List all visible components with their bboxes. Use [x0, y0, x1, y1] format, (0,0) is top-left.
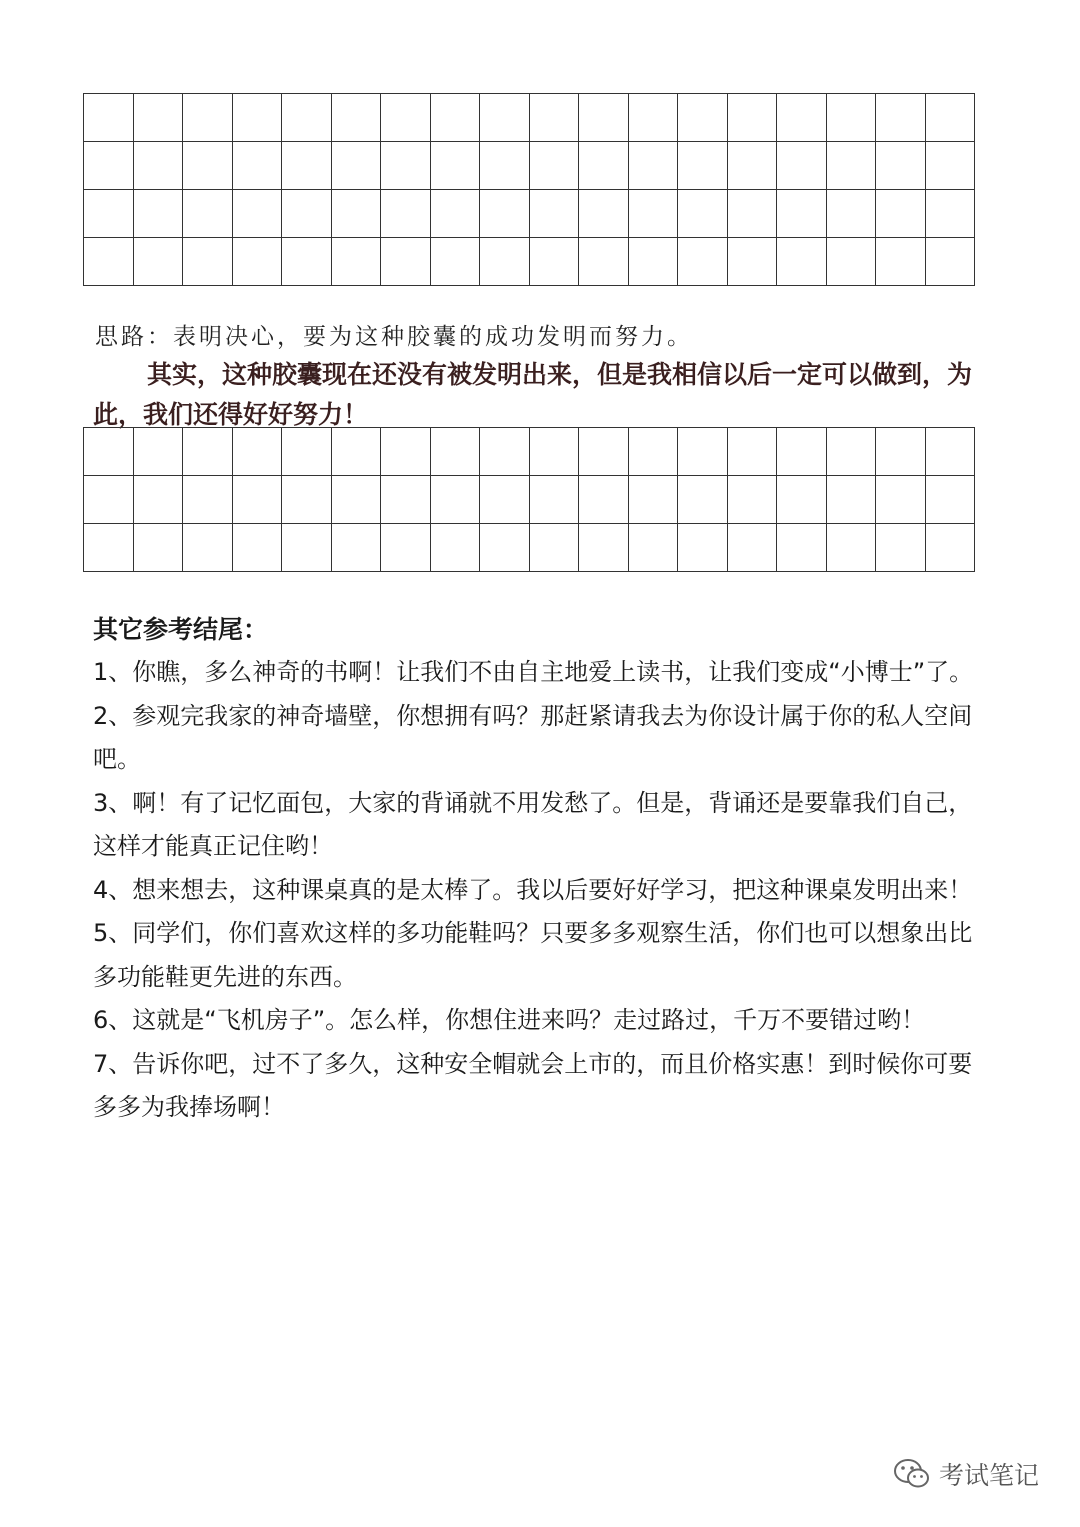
grid-cell: [134, 142, 184, 190]
grid-cell: [728, 94, 778, 142]
grid-cell: [827, 94, 877, 142]
grid-cell: [926, 238, 976, 286]
grid-cell: [233, 142, 283, 190]
grid-cell: [233, 190, 283, 238]
list-item: 7、告诉你吧，过不了多久，这种安全帽就会上市的，而且价格实惠！到时候你可要多多为我捧场啊！: [93, 1049, 973, 1121]
grid-cell: [480, 94, 530, 142]
grid-cell: [876, 94, 926, 142]
grid-cell: [134, 476, 184, 524]
grid-cell: [777, 142, 827, 190]
grid-cell: [530, 190, 580, 238]
grid-cell: [678, 94, 728, 142]
grid-cell: [876, 476, 926, 524]
grid-cell: [777, 428, 827, 476]
grid-cell: [431, 142, 481, 190]
grid-cell: [431, 94, 481, 142]
grid-cell: [282, 94, 332, 142]
grid-cell: [777, 94, 827, 142]
grid-cell: [332, 94, 382, 142]
grid-cell: [629, 190, 679, 238]
grid-cell: [629, 94, 679, 142]
grid-cell: [431, 238, 481, 286]
grid-cell: [827, 524, 877, 572]
grid-cell: [282, 524, 332, 572]
list-item: 3、啊！有了记忆面包，大家的背诵就不用发愁了。但是，背诵还是要靠我们自己，这样才能真正记住哟！: [93, 788, 973, 860]
grid-cell: [579, 190, 629, 238]
grid-cell: [678, 190, 728, 238]
grid-cell: [926, 428, 976, 476]
grid-cell: [480, 238, 530, 286]
grid-cell: [431, 190, 481, 238]
grid-cell: [678, 476, 728, 524]
grid-cell: [827, 428, 877, 476]
grid-cell: [134, 94, 184, 142]
grid-cell: [183, 428, 233, 476]
grid-cell: [183, 524, 233, 572]
grid-cell: [84, 142, 134, 190]
grid-cell: [183, 190, 233, 238]
example-paragraph: [93, 355, 993, 435]
grid-cell: [629, 476, 679, 524]
grid-cell: [282, 142, 332, 190]
grid-cell: [381, 238, 431, 286]
watermark-text: 考试笔记: [939, 1461, 1040, 1490]
grid-cell: [233, 524, 283, 572]
wechat-icon: [893, 1457, 931, 1491]
grid-cell: [678, 428, 728, 476]
grid-cell: [827, 238, 877, 286]
grid-cell: [678, 238, 728, 286]
grid-cell: [678, 142, 728, 190]
grid-cell: [926, 524, 976, 572]
grid-cell: [431, 476, 481, 524]
grid-cell: [777, 238, 827, 286]
grid-cell: [728, 238, 778, 286]
grid-cell: [876, 428, 926, 476]
grid-cell: [579, 94, 629, 142]
grid-cell: [233, 238, 283, 286]
grid-cell: [134, 524, 184, 572]
grid-cell: [629, 238, 679, 286]
writing-grid-1: [83, 93, 975, 286]
grid-cell: [926, 190, 976, 238]
grid-cell: [183, 238, 233, 286]
grid-cell: [728, 428, 778, 476]
grid-cell: [332, 476, 382, 524]
reference-list: [93, 651, 993, 1130]
grid-cell: [777, 524, 827, 572]
grid-cell: [678, 524, 728, 572]
grid-cell: [84, 94, 134, 142]
grid-cell: [134, 428, 184, 476]
grid-cell: [876, 190, 926, 238]
grid-cell: [282, 238, 332, 286]
grid-cell: [876, 524, 926, 572]
grid-cell: [332, 190, 382, 238]
grid-cell: [530, 142, 580, 190]
grid-cell: [134, 190, 184, 238]
grid-cell: [282, 190, 332, 238]
grid-cell: [629, 428, 679, 476]
grid-cell: [876, 142, 926, 190]
grid-cell: [282, 476, 332, 524]
grid-cell: [629, 524, 679, 572]
grid-cell: [381, 476, 431, 524]
grid-cell: [84, 238, 134, 286]
grid-cell: [827, 476, 877, 524]
grid-cell: [381, 524, 431, 572]
list-item: 4、想来想去，这种课桌真的是太棒了。我以后要好好学习，把这种课桌发明出来！: [93, 875, 973, 904]
watermark: [893, 1452, 1039, 1496]
grid-cell: [926, 476, 976, 524]
list-item: 1、你瞧，多么神奇的书啊！让我们不由自主地爱上读书，让我们变成“小博士”了。: [93, 658, 974, 686]
grid-cell: [728, 190, 778, 238]
grid-cell: [332, 524, 382, 572]
grid-cell: [84, 190, 134, 238]
grid-cell: [827, 190, 877, 238]
grid-cell: [827, 142, 877, 190]
grid-cell: [530, 428, 580, 476]
writing-grid-2: [83, 427, 975, 572]
grid-cell: [728, 524, 778, 572]
grid-cell: [480, 428, 530, 476]
grid-cell: [332, 238, 382, 286]
grid-cell: [381, 94, 431, 142]
grid-cell: [530, 238, 580, 286]
grid-cell: [84, 476, 134, 524]
grid-cell: [233, 94, 283, 142]
grid-cell: [530, 524, 580, 572]
list-item: 5、同学们，你们喜欢这样的多功能鞋吗？只要多多观察生活，你们也可以想象出比多功能鞋更先进的东西。: [93, 919, 973, 991]
grid-cell: [183, 94, 233, 142]
grid-cell: [579, 524, 629, 572]
grid-cell: [728, 142, 778, 190]
example-paragraph-text: 其实，这种胶囊现在还没有被发明出来，但是我相信以后一定可以做到，为此，我们还得好好努力！: [93, 360, 973, 429]
hint-text: 思路：表明决心，要为这种胶囊的成功发明而努力。: [95, 324, 693, 350]
grid-cell: [777, 476, 827, 524]
grid-cell: [579, 238, 629, 286]
grid-cell: [134, 238, 184, 286]
grid-cell: [480, 142, 530, 190]
grid-cell: [629, 142, 679, 190]
grid-cell: [926, 142, 976, 190]
grid-cell: [530, 94, 580, 142]
grid-cell: [84, 524, 134, 572]
grid-cell: [530, 476, 580, 524]
grid-cell: [233, 428, 283, 476]
grid-cell: [431, 524, 481, 572]
grid-cell: [183, 476, 233, 524]
grid-cell: [332, 428, 382, 476]
reference-title: 其它参考结尾：: [93, 615, 269, 644]
grid-cell: [579, 476, 629, 524]
grid-cell: [480, 476, 530, 524]
grid-cell: [381, 428, 431, 476]
grid-cell: [926, 94, 976, 142]
grid-cell: [480, 524, 530, 572]
grid-cell: [233, 476, 283, 524]
grid-cell: [777, 190, 827, 238]
grid-cell: [579, 142, 629, 190]
grid-cell: [876, 238, 926, 286]
grid-cell: [431, 428, 481, 476]
grid-cell: [728, 476, 778, 524]
grid-cell: [282, 428, 332, 476]
grid-cell: [579, 428, 629, 476]
grid-cell: [332, 142, 382, 190]
grid-cell: [381, 142, 431, 190]
list-item: 6、这就是“飞机房子”。怎么样，你想住进来吗？走过路过，千万不要错过哟！: [93, 1006, 926, 1034]
grid-cell: [480, 190, 530, 238]
grid-cell: [381, 190, 431, 238]
grid-cell: [183, 142, 233, 190]
list-item: 2、参观完我家的神奇墙壁，你想拥有吗？那赶紧请我去为你设计属于你的私人空间吧。: [93, 701, 973, 773]
grid-cell: [84, 428, 134, 476]
